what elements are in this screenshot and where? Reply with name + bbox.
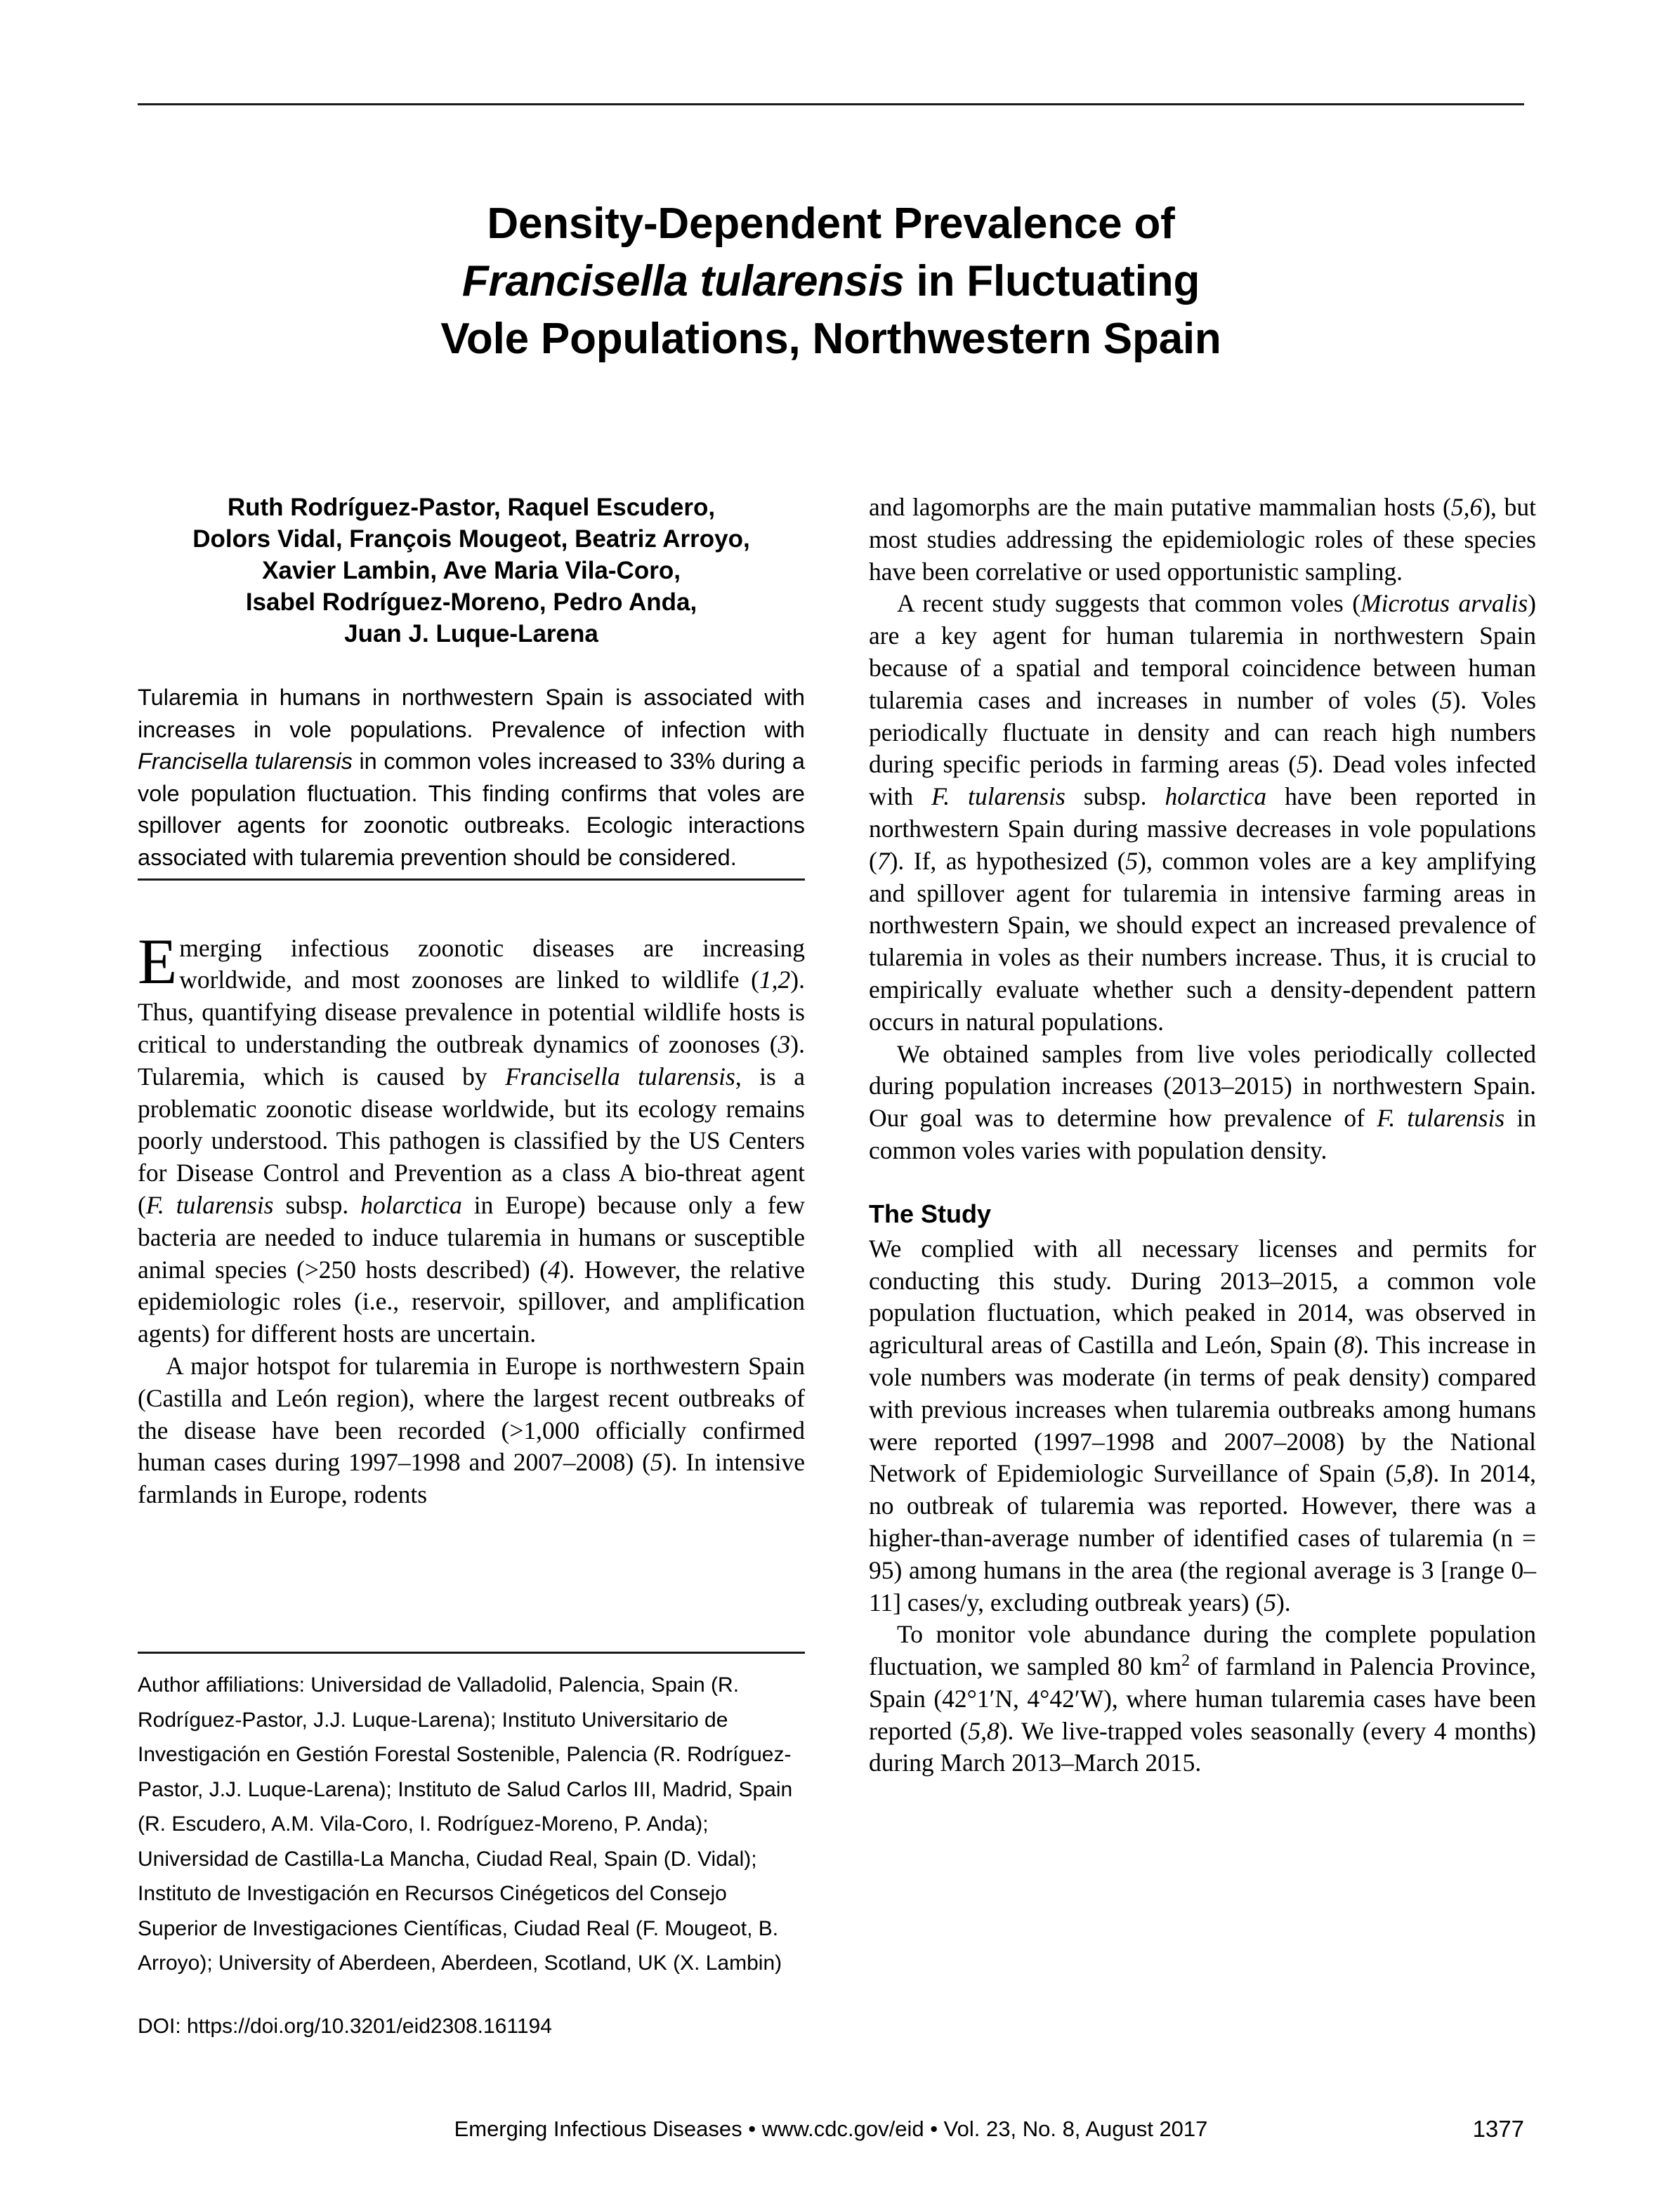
abstract-divider-rule: [138, 878, 805, 881]
p4-ref-1: 5: [1439, 685, 1453, 714]
author-line-2: Dolors Vidal, François Mougeot, Beatriz Arroyo,: [192, 525, 750, 553]
journal-footer-text: Emerging Infectious Diseases • www.cdc.gov/eid • Vol. 23, No. 8, August 2017: [454, 2116, 1208, 2141]
p4-species-3: holarctica: [1165, 782, 1267, 811]
p4-seg-b: ) are a key agent for human tularemia in northwestern Spain because of a spatial and temporal coincidence between human tularemia cases and increases in number of voles (: [869, 589, 1536, 714]
p5-species-1: F. tularensis: [1377, 1104, 1505, 1133]
p3-seg-b: ), but most studies addressing the epidemiologic roles of these species have been correlative or used opportunistic sampling.: [869, 493, 1536, 586]
p4-seg-f: have been reported in northwestern Spain during massive decreases in vole populations (: [869, 782, 1536, 875]
section-heading-the-study: The Study: [869, 1199, 992, 1228]
p4-ref-3: 7: [877, 846, 890, 875]
p7-ref-1: 5,8: [968, 1716, 999, 1745]
p5-seg-a: We obtained samples from live voles periodically collected during population increases (2013–2015) in northwestern Spain. Our goal was to determine how prevalence of: [869, 1039, 1536, 1133]
title-line-3: Vole Populations, Northwestern Spain: [440, 315, 1221, 363]
p1-ref-3: 4: [547, 1255, 560, 1284]
p1-seg-e: subsp.: [273, 1190, 361, 1219]
left-column: [138, 492, 805, 1511]
page-footer: [138, 2115, 1524, 2143]
p4-seg-h: ), common voles are a key amplifying and spillover agent for tularemia in intensive farming areas in northwestern Spain, we should expect an increased prevalence of tularemia in voles as their numbers increase. Thus, it is crucial to empirically evaluate whether such a density-dependent pattern occurs in natural populations.: [869, 846, 1536, 1036]
body-paragraph-6: [869, 1233, 1536, 1619]
footnote-rule: [138, 1652, 805, 1654]
title-line-1: Density-Dependent Prevalence of: [487, 199, 1175, 248]
page-title: [138, 195, 1524, 368]
p4-ref-2: 5: [1297, 750, 1309, 779]
right-column: [869, 492, 1536, 1779]
p1-seg-c: ). Tularemia, which is caused by: [138, 1029, 805, 1091]
author-line-5: Juan J. Luque-Larena: [344, 620, 598, 647]
p1-seg-b: ). Thus, quantifying disease prevalence in potential wildlife hosts is critical to understanding the outbreak dynamics of zoonoses (: [138, 966, 805, 1058]
lead-paragraph-wrapper: [138, 925, 806, 1350]
p2-ref-1: 5: [650, 1448, 663, 1477]
p6-ref-3: 5: [1264, 1588, 1276, 1617]
p3-seg-a: and lagomorphs are the main putative mammalian hosts (: [869, 493, 1451, 521]
p1-seg-g: ). However, the relative epidemiologic roles (i.e., reservoir, spillover, and amplification agents) for different hosts are uncertain.: [138, 1255, 805, 1348]
p1-seg-f: in Europe) because only a few bacteria are needed to induce tularemia in humans or susceptible animal species (>250 hosts described) (: [138, 1190, 806, 1284]
p4-seg-e: subsp.: [1065, 782, 1165, 811]
p6-seg-c: ). In 2014, no outbreak of tularemia was reported. However, there was a higher-than-average number of identified cases of tularemia (n = 95) among humans in the area (the regional average is 3 [range 0–11] cases/y, excluding outbreak years) (: [869, 1459, 1536, 1617]
footnote-block: [138, 1652, 805, 2043]
body-paragraph-5: [869, 1039, 1536, 1167]
doi-line[interactable]: DOI: https://doi.org/10.3201/eid2308.161194: [138, 2014, 552, 2038]
author-affiliations: Author affiliations: Universidad de Valladolid, Palencia, Spain (R. Rodríguez-Pastor, J.J. Luque-Larena); Instituto Universitario de Investigación en Gestión Forestal Sostenible, Palencia (R. Rodríguez-Pastor, J.J. Luque-Larena); Instituto de Salud Carlos III, Madrid, Spain (R. Escudero, A.M. Vila-Coro, I. Rodríguez-Moreno, P. Anda); Universidad de Castilla-La Mancha, Ciudad Real, Spain (D. Vidal); Instituto de Investigación en Recursos Cinégeticos del Consejo Superior de Investigaciones Científicas, Ciudad Real (F. Mougeot, B. Arroyo); University of Aberdeen, Aberdeen, Scotland, UK (X. Lambin): [138, 1673, 793, 1975]
p1-seg-a: merging infectious zoonotic diseases are increasing worldwide, and most zoonoses are linked to wildlife (: [179, 933, 805, 994]
p2-seg-a: A major hotspot for tularemia in Europe is northwestern Spain (Castilla and León region), where the largest recent outbreaks of the disease have been recorded (>1,000 officially confirmed human cases during 1997–1998 and 2007–2008) (: [138, 1351, 805, 1477]
p1-ref-1: 1,2: [759, 966, 791, 994]
p4-seg-g: ). If, as hypothesized (: [889, 846, 1126, 875]
p6-seg-b: ). This increase in vole numbers was moderate (in terms of peak density) compared with previous increases when tularemia outbreaks among humans were reported (1997–1998 and 2007–2008) by the National Network of Epidemiologic Surveillance of Spain (: [869, 1331, 1537, 1488]
p6-seg-d: ).: [1276, 1588, 1291, 1617]
abstract-part-1: Tularemia in humans in northwestern Spain is associated with increases in vole populations. Prevalence of infection with: [138, 685, 805, 742]
author-line-3: Xavier Lambin, Ave Maria Vila-Coro,: [262, 557, 681, 584]
title-line-2: [138, 253, 1524, 310]
page-number: 1377: [1472, 2116, 1524, 2142]
p2-seg-b: ). In intensive farmlands in Europe, rodents: [138, 1448, 806, 1509]
p4-seg-d: ). Dead voles infected with: [869, 750, 1536, 811]
abstract-part-2: in common voles increased to 33% during a vole population fluctuation. This finding confirms that voles are spillover agents for zoonotic outbreaks. Ecologic interactions associated with tularemia prevention should be considered.: [138, 749, 805, 870]
drop-cap: E: [138, 925, 178, 997]
p6-ref-2: 5,8: [1394, 1459, 1425, 1488]
p4-seg-c: ). Voles periodically fluctuate in density and can reach high numbers during specific periods in farming areas (: [869, 685, 1536, 779]
p4-species-1: Microtus arvalis: [1360, 589, 1528, 618]
p7-superscript: 2: [1181, 1651, 1191, 1671]
author-list: [138, 492, 805, 650]
abstract-species-name: Francisella tularensis: [138, 749, 353, 775]
title-species-name: Francisella tularensis: [461, 257, 905, 305]
p1-ref-2: 3: [778, 1029, 791, 1058]
author-line-1: Ruth Rodríguez-Pastor, Raquel Escudero,: [227, 494, 716, 521]
p3-ref-1: 5,6: [1450, 493, 1483, 521]
p6-ref-1: 8: [1342, 1331, 1355, 1360]
body-paragraph-4: [869, 588, 1536, 1038]
header-rule: [138, 103, 1524, 105]
body-paragraph-7: [869, 1619, 1536, 1779]
title-line-2-rest: in Fluctuating: [904, 257, 1200, 305]
p6-seg-a: We complied with all necessary licenses and permits for conducting this study. During 2013–2015, a common vole population fluctuation, which peaked in 2014, was observed in agricultural areas of Castilla and León, Spain (: [869, 1234, 1536, 1360]
p4-seg-a: A recent study suggests that common voles (: [897, 589, 1361, 618]
p1-seg-d: , is a problematic zoonotic disease worldwide, but its ecology remains poorly understood. This pathogen is classified by the US Centers for Disease Control and Prevention as a class A bio-threat agent (: [138, 1062, 806, 1219]
p1-species-3: holarctica: [360, 1190, 462, 1219]
p7-seg-c: ). We live-trapped voles seasonally (every 4 months) during March 2013–March 2015.: [869, 1716, 1537, 1777]
p4-species-2: F. tularensis: [931, 782, 1065, 811]
body-paragraph-3: [869, 492, 1536, 588]
p4-ref-4: 5: [1125, 846, 1139, 875]
p1-species-2: F. tularensis: [145, 1190, 274, 1219]
body-paragraph-2: [138, 1350, 805, 1511]
p5-seg-b: in common voles varies with population density.: [869, 1104, 1536, 1164]
p1-species-1: Francisella tularensis: [505, 1062, 735, 1091]
p7-seg-a: To monitor vole abundance during the complete population fluctuation, we sampled 80 km: [869, 1620, 1536, 1681]
abstract-text: [138, 682, 805, 874]
author-line-4: Isabel Rodríguez-Moreno, Pedro Anda,: [245, 588, 697, 616]
body-paragraph-1: [138, 925, 806, 1350]
p7-seg-b: of farmland in Palencia Province, Spain (42°1′N, 4°42′W), where human tularemia cases have been reported (: [869, 1652, 1536, 1745]
